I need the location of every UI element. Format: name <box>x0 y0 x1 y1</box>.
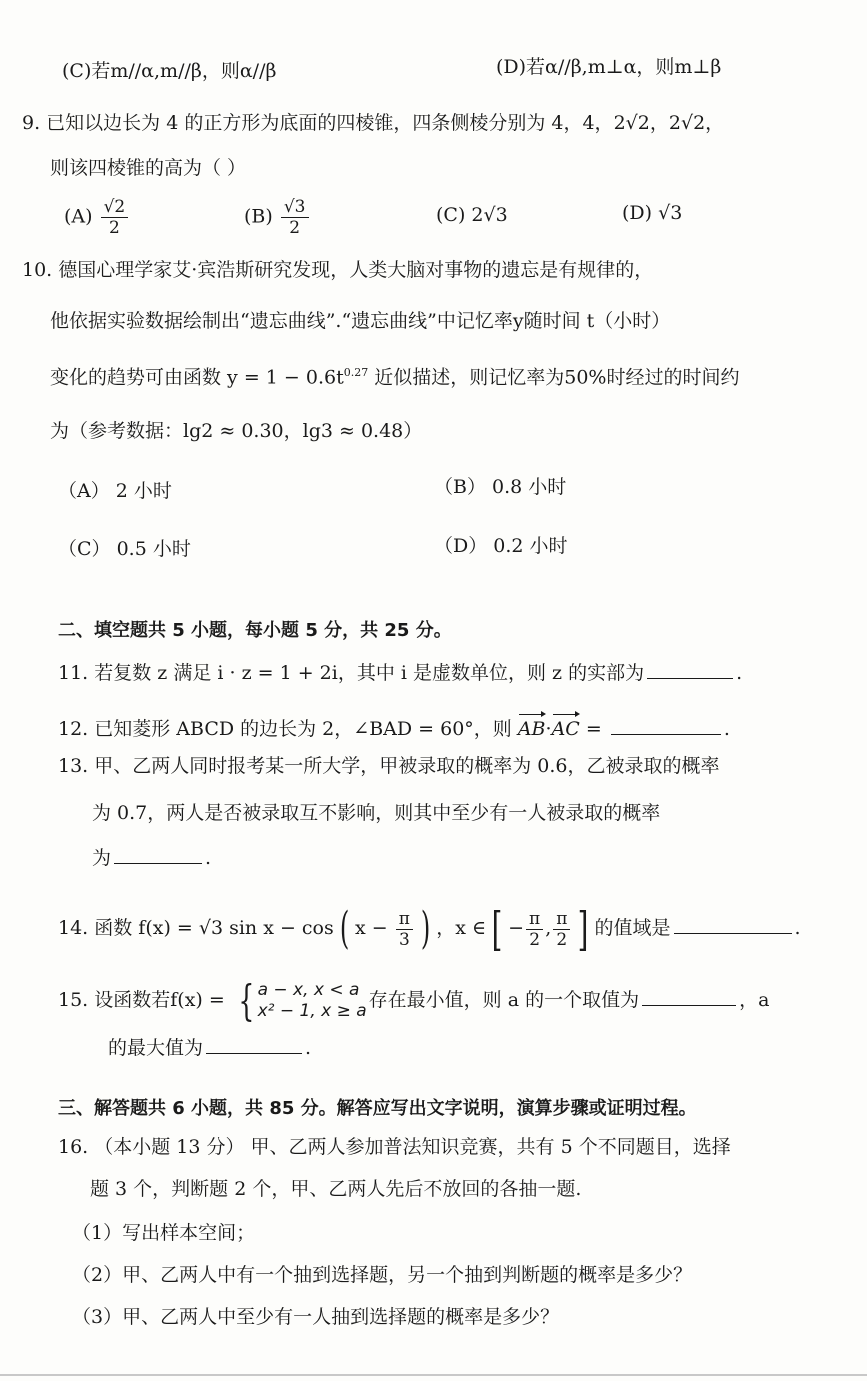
q8-option-d: (D)若α//β,m⊥α，则m⊥β <box>496 56 722 78</box>
q13-line3-text: 为 <box>92 847 112 869</box>
q16-part-3: （3）甲、乙两人中至少有一人抽到选择题的概率是多少？ <box>72 1306 560 1328</box>
q14-three: 3 <box>398 929 410 950</box>
q10-line3 <box>50 360 740 390</box>
q14-left-paren: ( <box>339 903 350 954</box>
q8-option-c: (C)若m//α,m//β，则α//β <box>62 60 277 82</box>
q12 <box>58 712 730 742</box>
q13-answer-blank[interactable] <box>114 845 202 864</box>
q9-option-c: (C) 2√3 <box>436 204 508 226</box>
q9-stem-line2: 则该四棱锥的高为（ ） <box>50 157 247 179</box>
q12-end: . <box>723 718 730 740</box>
q11-end: . <box>736 662 743 684</box>
page-bottom-divider <box>0 1374 867 1376</box>
q11 <box>58 660 742 686</box>
q15-answer-blank-2[interactable] <box>206 1035 302 1054</box>
q15-line2-text: 的最大值为 <box>108 1037 204 1059</box>
q14: 14. 函数 f(x) = √3 sin x − cos ( x − $\frac{\pi}{3}$ ) ，x ∈ [ − $\frac{\pi}{2}$ , $\frac{\pi}{2}$ ] 的值域是 . <box>58 902 801 956</box>
q10-line1: 10. 德国心理学家艾·宾浩斯研究发现，人类大脑对事物的遗忘是有规律的， <box>22 259 654 281</box>
q14-pi-b: π <box>553 909 570 930</box>
q9-edge-c: 2√2 <box>613 112 650 134</box>
q9-option-b-numerator: √3 <box>281 197 309 218</box>
q12-equals: = <box>579 718 608 740</box>
q14-pi-a: π <box>526 909 543 930</box>
q10-function: 变化的趋势可由函数 y = 1 − 0.6t <box>50 366 344 389</box>
q16-line2: 题 3 个，判断题 2 个，甲、乙两人先后不放回的各抽一题. <box>90 1178 582 1200</box>
q14-tail: 的值域是 <box>594 917 671 939</box>
q14-pi-over-2 <box>553 909 570 950</box>
q12-answer-blank[interactable] <box>611 716 721 735</box>
q9-edge-d: 2√2 <box>668 112 706 134</box>
q15-end: . <box>305 1037 312 1059</box>
q10-line3-tail: 近似描述，则记忆率为50%时经过的时间约 <box>368 366 740 389</box>
q14-neg-pi-over-2 <box>526 909 543 950</box>
q9-stem-line1 <box>22 110 724 136</box>
q9-stem-text: 9. 已知以边长为 4 的正方形为底面的四棱锥，四条侧棱分别为 4，4， <box>22 112 614 134</box>
q9-option-b-denominator: 2 <box>289 218 301 238</box>
q9-option-d: (D) √3 <box>622 202 683 224</box>
q14-end: . <box>794 917 801 939</box>
q11-text: 11. 若复数 z 满足 i · z = 1 + 2i，其中 i 是虚数单位，则 z 的实部为 <box>58 662 645 684</box>
q14-neg: − <box>508 917 525 939</box>
q15-lead: 15. 设函数若f(x) = <box>58 989 225 1011</box>
q16-line1: 16. （本小题 13 分） 甲、乙两人参加普法知识竞赛，共有 5 个不同题目，选择 <box>58 1136 731 1158</box>
q11-answer-blank[interactable] <box>647 660 733 679</box>
q16-part-1: （1）写出样本空间； <box>72 1222 256 1244</box>
q9-option-a <box>64 197 130 238</box>
q9-tail: ， <box>705 112 725 134</box>
section-3-title: 三、解答题共 6 小题，共 85 分。解答应写出文字说明，演算步骤或证明过程。 <box>58 1098 697 1119</box>
q9-option-a-label: (A) <box>64 205 93 228</box>
q9-option-b <box>244 197 311 238</box>
q9-option-a-denominator: 2 <box>109 218 120 238</box>
q14-right-bracket: ] <box>578 902 589 956</box>
q9-option-b-fraction <box>281 197 309 238</box>
q15-piecewise <box>233 976 367 1025</box>
q12-text: 12. 已知菱形 ABCD 的边长为 2，∠BAD = 60°，则 <box>58 718 518 740</box>
q13-line2: 为 0.7，两人是否被录取互不影响，则其中至少有一人被录取的概率 <box>92 802 661 824</box>
q14-lead: 14. 函数 f(x) = √3 sin x − cos <box>58 917 334 939</box>
q14-domain-lead: ，x ∈ <box>436 917 487 939</box>
q13-line3 <box>92 845 211 871</box>
q13-line1: 13. 甲、乙两人同时报考某一所大学，甲被录取的概率为 0.6，乙被录取的概率 <box>58 755 720 777</box>
q15-line1 <box>58 976 770 1025</box>
q14-pi: π <box>396 909 413 930</box>
q9-option-a-numerator: √2 <box>101 197 129 218</box>
q16-part-2: （2）甲、乙两人中有一个抽到选择题，另一个抽到判断题的概率是多少？ <box>72 1264 693 1286</box>
q10-option-d: （D） 0.2 小时 <box>434 535 568 557</box>
q9-comma: ， <box>649 112 669 134</box>
q15-answer-blank-1[interactable] <box>642 987 736 1006</box>
q12-vector-ab: AB <box>518 712 546 742</box>
q15-case-1: a − x, x < a <box>257 980 360 1000</box>
q10-line2: 他依据实验数据绘制出“遗忘曲线”.“遗忘曲线”中记忆率y随时间 t（小时） <box>50 310 671 332</box>
q15-line2 <box>108 1035 311 1061</box>
q10-option-b: （B） 0.8 小时 <box>434 476 567 498</box>
q14-two-b: 2 <box>556 929 568 950</box>
q15-mid: 存在最小值，则 a 的一个取值为 <box>368 989 640 1011</box>
q12-dot: · <box>545 718 552 740</box>
q9-option-a-fraction <box>101 197 129 238</box>
q14-right-paren: ) <box>420 903 431 954</box>
q14-left-bracket: [ <box>491 902 503 956</box>
q14-answer-blank[interactable] <box>674 915 792 934</box>
section-2-title: 二、填空题共 5 小题，每小题 5 分，共 25 分。 <box>58 620 452 641</box>
q12-vector-ac: AC <box>552 712 580 742</box>
q14-two-a: 2 <box>529 929 541 950</box>
q13-end: . <box>205 847 212 869</box>
q15-brace: { <box>238 976 255 1025</box>
q14-pi-over-3 <box>396 909 413 950</box>
q15-case-2: x² − 1, x ≥ a <box>257 1001 367 1021</box>
q14-x-minus: x − <box>355 917 388 939</box>
q10-line4: 为（参考数据：lg2 ≈ 0.30，lg3 ≈ 0.48） <box>50 420 423 442</box>
q15-tail: ，a <box>739 989 770 1011</box>
q10-exponent: 0.27 <box>343 366 369 379</box>
q9-option-b-label: (B) <box>244 205 273 228</box>
q10-option-a: （A） 2 小时 <box>58 480 172 502</box>
q10-option-c: （C） 0.5 小时 <box>58 538 191 560</box>
